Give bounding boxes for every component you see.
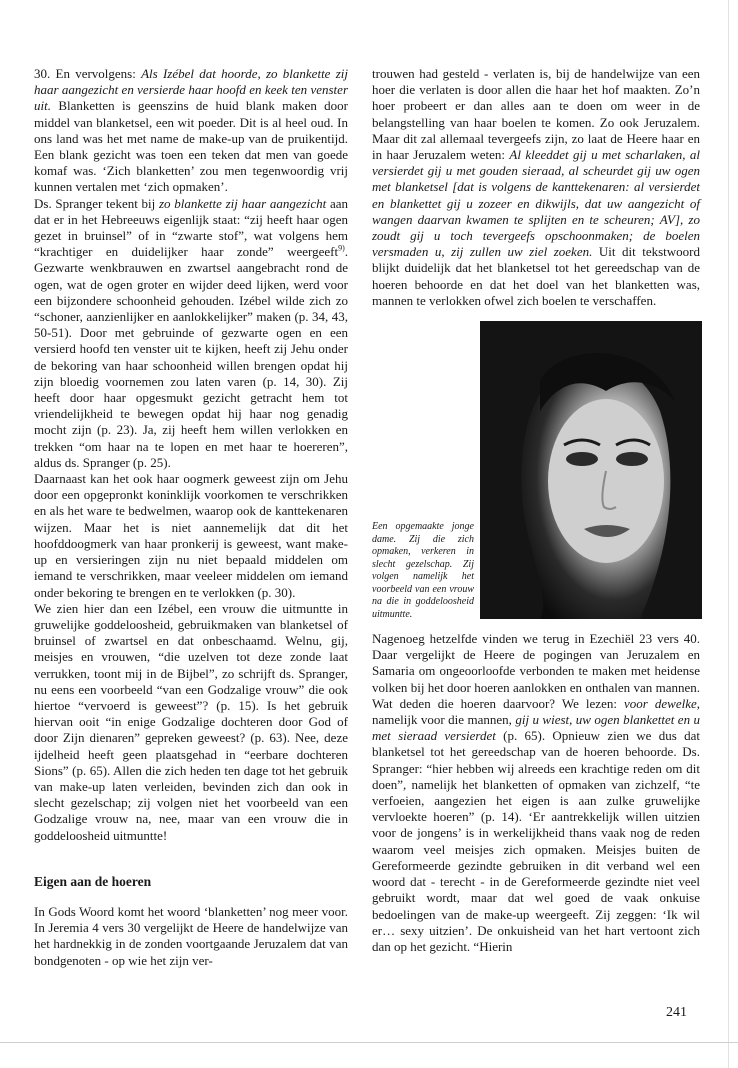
portrait-photo: [480, 321, 702, 619]
paragraph: 30. En vervolgens: Als Izébel dat hoorde, zo blankette zij haar aangezicht en versierde haar hoofd en keek ten venster uit. Blanketten is geenszins de huid blank maken door middel van blanketsel, een wit poeder. Dit is al heel oud. In ons land was het met name de make-up van de pruikentijd. Een blank gezicht was toen een teken dat men van goede komaf was. ‘Zich blanketten’ zou men tegenwoordig vrij kunnen vertalen met ‘zich opmaken’.: [34, 66, 348, 195]
woman-face-illustration: [480, 321, 702, 619]
paragraph: Ds. Spranger tekent bij zo blankette zij haar aangezicht aan dat er in het Hebreeuws eigenlijk staat: “zij heeft haar ogen gezet in bruinsel” of in “zwarte stof”, wat volgens hem “krachtiger en duidelijker haar zonde” weergeeft$^{9)}$. Gezwarte wenkbrauwen en zwartsel aangebracht rond de ogen, wat de ogen groter en wijder deed lijken, werd voor een bijzondere schoonheid gehouden. Izébel wilde zich zo “schoner, aanzienlijker en aanlokkelijker” maken (p. 34, 43, 50-51). Door met gebruinde of gezwarte ogen en een versierd hoofd ten venster uit te kijken, heeft zij Jehu onder de bekoring van haar schoonheid willen brengen opdat hij zijn bloedig voornemen zou laten varen (p. 14, 30). Zij heeft door haar opgesmukt gezicht getracht hem tot vriendelijkheid te bewegen opdat hij haar nog genadig mocht zijn (p. 23). Ja, zij heeft hem willen verlokken en trekken “om haar na te lopen en met haar te hoereren”, aldus ds. Spranger (p. 25).: [34, 195, 348, 470]
section-heading: Eigen aan de hoeren: [34, 873, 152, 889]
paragraph: We zien hier dan een Izébel, een vrouw die uitmuntte in gruwelijke goddeloosheid, gebruikmaken van blanketsel of bruinsel of zwartsel en dat onbeschaamd. Welnu, gij, meisjes en vrouwen, “die uzelven tot deze zonde laat verrukken, toont mij in de Bijbel”, zo schrijft ds. Spranger, nu eens een voorbeeld “van een Godzalige vrouw” die ook hiertoe “vervoerd is geweest”? (p. 15). Is het gebruik hiervan ooit “in enige Godzalige dochteren door God of door Zijn dienaren” gepreken geweest? (p. 63). Nee, deze ijdelheid heeft geen plaatsgehad in “eerbare dochteren Sions” (p. 65). Allen die zich heden ten dage tot het gebruik van make-up laten verleiden, bevinden zich dan ook in slecht gezelschap; zij volgen niet het voorbeeld van een Godzalige vrouw na, nee, maar van een vrouw die in goddeloosheid uitmuntte!: [34, 600, 348, 843]
left-column: [34, 66, 348, 969]
page-number: 241: [666, 1005, 687, 1020]
paragraph: In Gods Woord komt het woord ‘blanketten’ nog meer voor. In Jeremia 4 vers 30 vergelijkt de Heere de handelwijze van het hardnekkig in de zonden voortgaande Jeruzalem dat van bondgenoten - op wie het zijn ver-: [34, 903, 348, 968]
paragraph: trouwen had gesteld - verlaten is, bij de handelwijze van een hoer die verlaten is door allen die haar het hof maakten. Zo’n hoer probeert er dan alles aan te doen om weer in de belangstelling van haar boelen te komen. Zo ook Jeruzalem. Maar dit zal allemaal tevergeefs zijn, zo laat de Heere haar en in haar Jeruzalem weten: Al kleeddet gij u met scharlaken, al versierdet gij u met gouden sieraad, al scheurdet gij uw ogen met blanketsel [dat is volgens de kanttekenaren: al versierdet en blankettet gij u zozeer en dikwijls, dat uw aangezicht of wangen daarvan kwamen te splijten en te scheuren; AV], zo zoudt gij u toch tevergeefs opschoonmaken; de boelen versmaden u, zij zullen uw ziel zoeken. Uit dit tekstwoord blijkt duidelijk dat het blanketsel tot het gereedschap van de hoeren behoorde en dat het doel van het blanketten was, mannen te verlokken ofwel zich boelen te verschaffen.: [372, 66, 700, 308]
paragraph: Daarnaast kan het ook haar oogmerk geweest zijn om Jehu door een opgepronkt koninklijk voorkomen te verschrikken en als het ware te bedwelmen, waarop ook de kanttekenaren wijzen. Maar het is niet aannemelijk dat dit het hoofddoogmerk van haar pronkerij is geweest, want make-up en versieringen zijn nu niet bepaald middelen om iemand te verschrikken, maar veeleer middelen om iemand onder bekoring te brengen en te verlokken (p. 30).: [34, 471, 348, 600]
figure: [372, 321, 700, 621]
figure-caption: Een opgemaakte jonge dame. Zij die zich opmaken, verkeren in slecht gezelschap. Zij volgen namelijk het voorbeeld van een vrouw na die in goddeloosheid uitmuntte.: [372, 521, 474, 620]
paragraph: Nagenoeg hetzelfde vinden we terug in Ezechiël 23 vers 40. Daar vergelijkt de Heere de pogingen van Jeruzalem en Samaria om ongeoorloofde verbonden te maken met heidense volken bij het door hoeren aanlokken en onthalen van mannen. Wat deden die hoeren daarvoor? We lezen: voor dewelke, namelijk voor die mannen, gij u wiest, uw ogen blankettet en u met sieraad versierdet (p. 65). Opnieuw zien we dus dat blanketsel tot het gereedschap van de hoeren behoorde. Ds. Spranger: “hier hebben wij alreeds een krachtige reden om dit doen”, namelijk het blanketten of opmaken van zichzelf, “te verfoeien, aangezien het eigen is aan zulke gruwelijke vervloekte hoeren” (p. 14). ‘Er aantrekkelijk willen uitzien voor de jongens’ is in werkelijkheid thans vaak nog de reden waarom veel meisjes zich opmaken. Meisjes buiten de Gereformeerde gezindte gebruiken in dit verband wel een woord dat - terecht - in de Gereformeerde gezindte niet veel gebruikt wordt, maar dat wel goed de vaak onkuise bedoelingen van de make-up weergeeft. Zij zeggen: ‘Ik wil er… sexy uitzien’. De onkuisheid van het hart vertoont zich dan op het gezicht. “Hierin: [372, 631, 700, 954]
right-column: [372, 66, 700, 955]
bottom-rule: [0, 1042, 738, 1043]
page-edge-line: [728, 0, 729, 1068]
footnote-marker: 9): [338, 243, 345, 253]
